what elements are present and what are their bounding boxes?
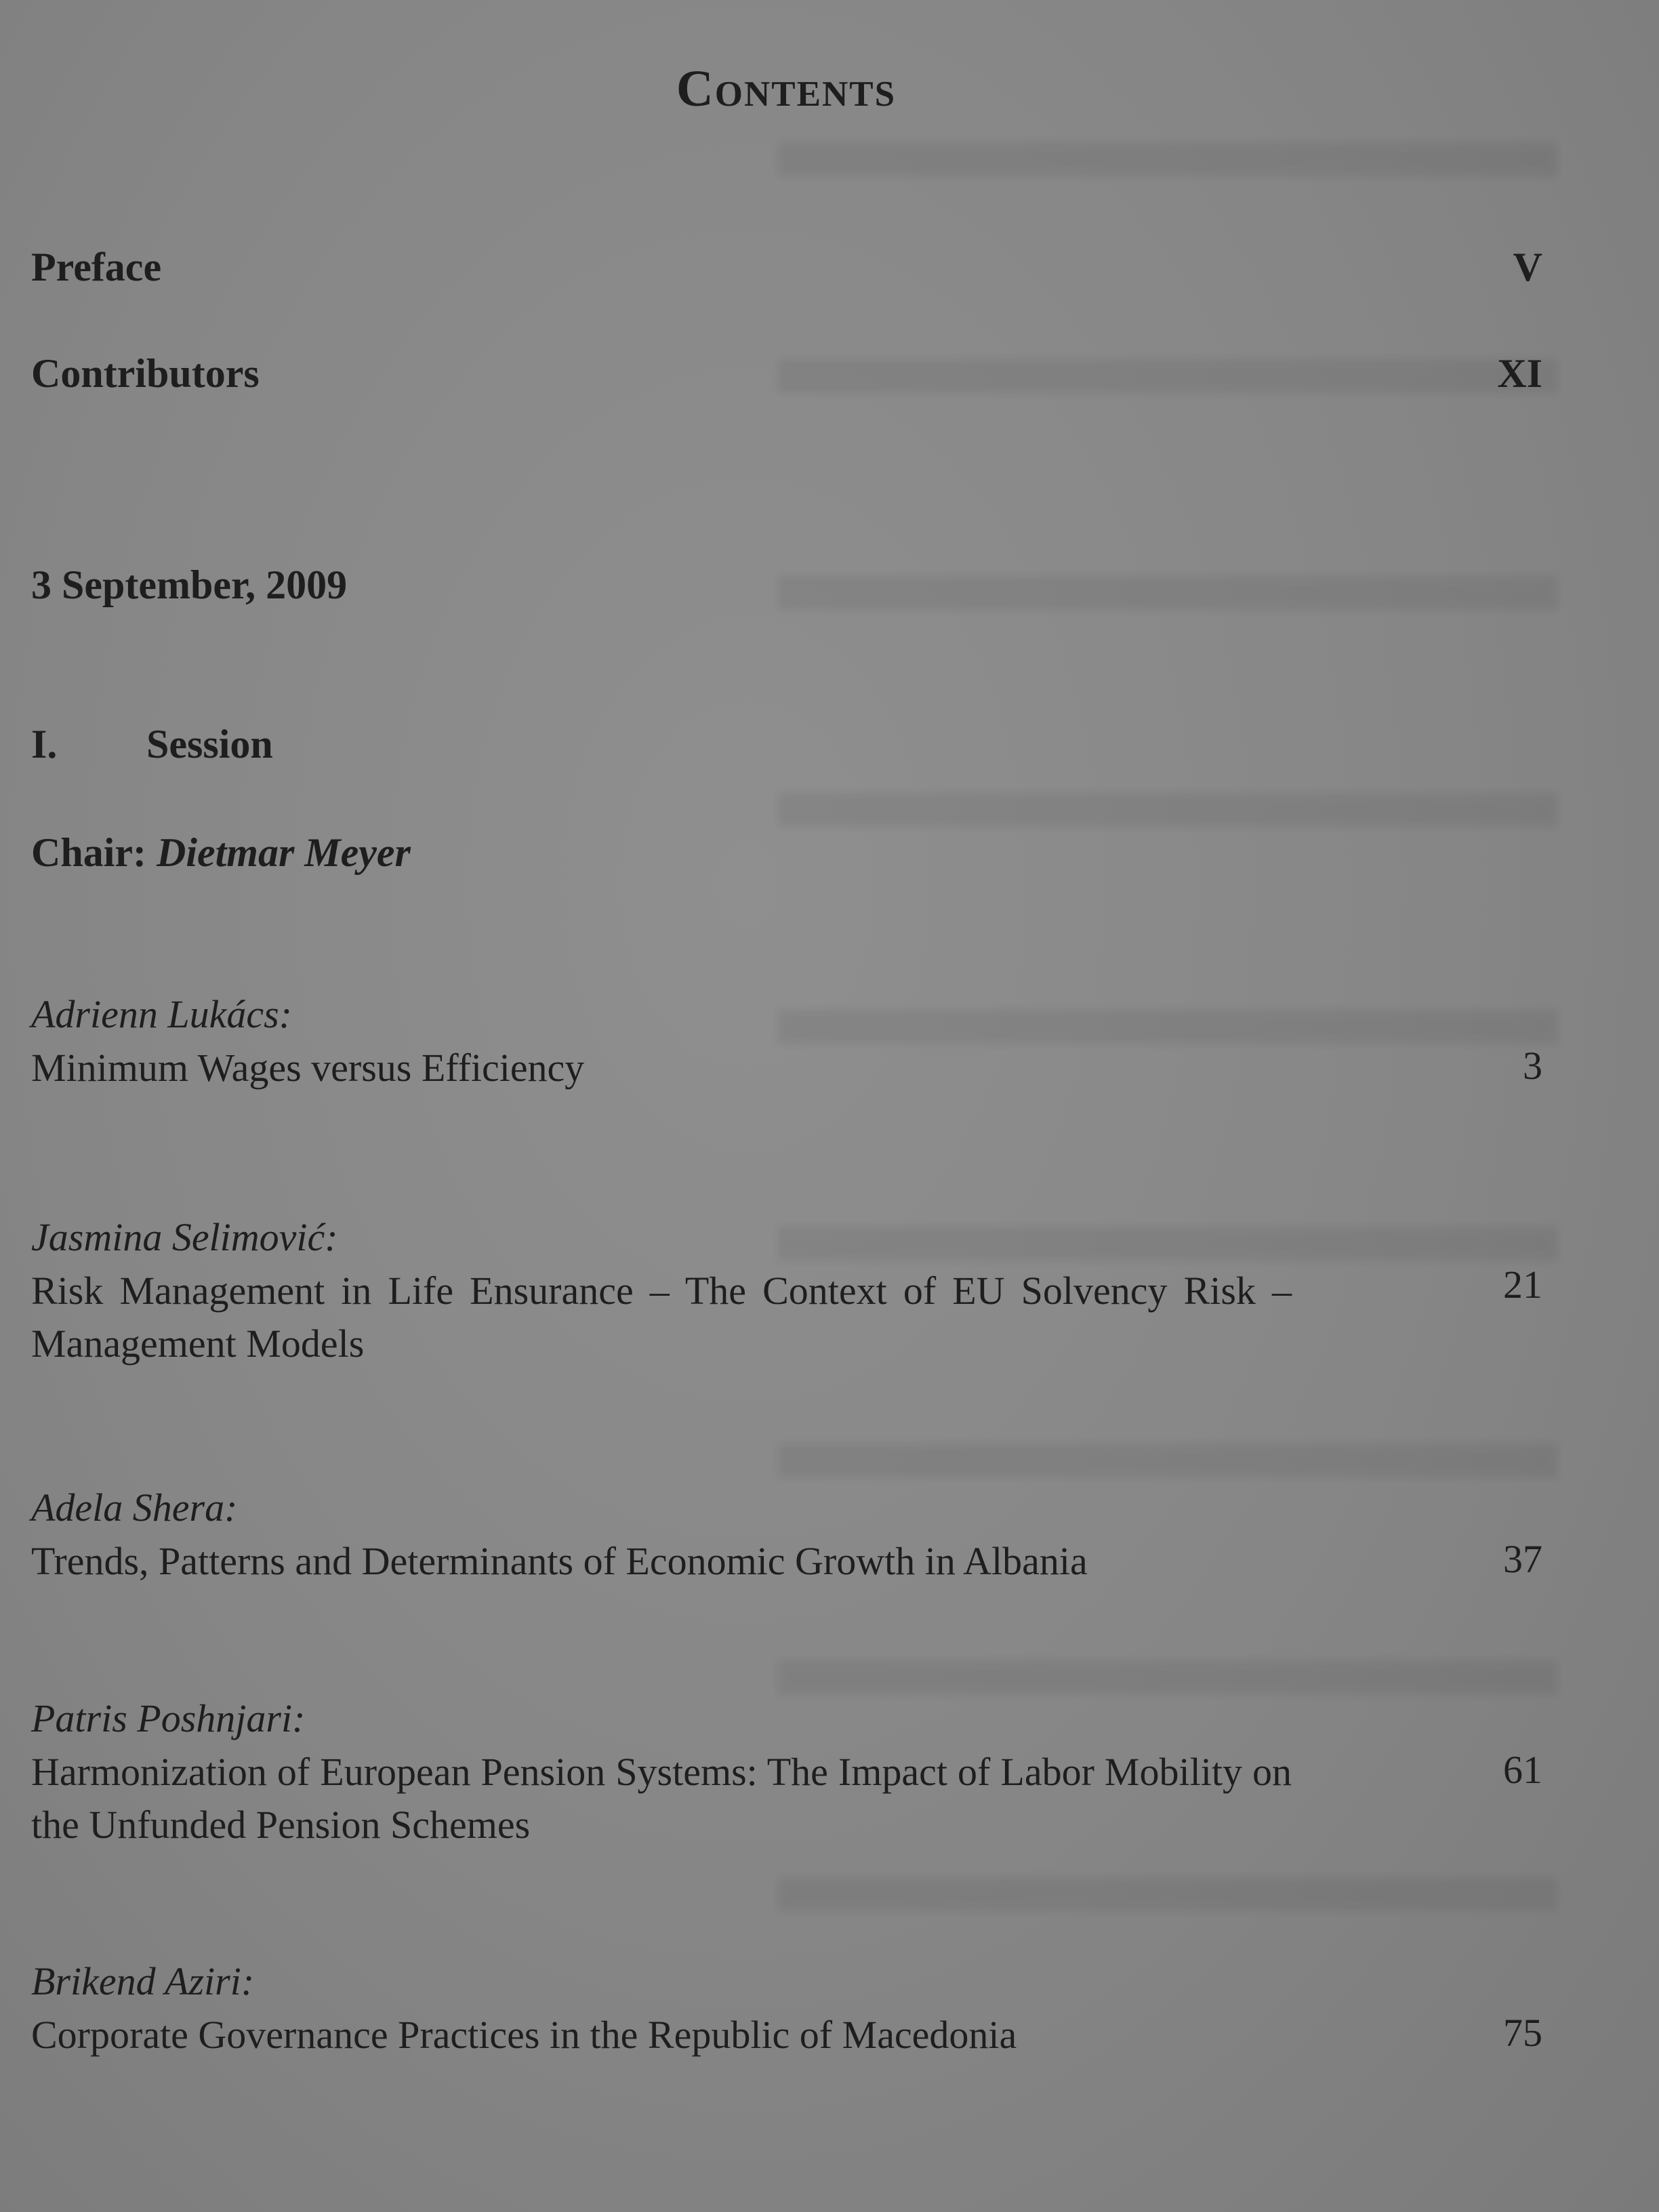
entry-page-number: 61: [1503, 1748, 1542, 1792]
toc-page-contributors: XI: [1497, 351, 1542, 396]
toc-entry: [31, 1692, 1542, 1851]
entry-page-number: 37: [1503, 1537, 1542, 1581]
entry-page-number: 3: [1523, 1044, 1542, 1088]
session-label: Session: [146, 722, 273, 766]
toc-entry: [31, 1210, 1542, 1370]
contents-heading: Contents: [676, 60, 897, 117]
entry-author: Adela Shera:: [31, 1486, 238, 1530]
toc-entry: [31, 1954, 1542, 2062]
entry-title: Minimum Wages versus Efficiency: [31, 1046, 585, 1090]
entry-author: Jasmina Selimović:: [31, 1215, 338, 1259]
toc-label-contributors: Contributors: [31, 351, 260, 396]
toc-row-preface: [31, 244, 1542, 291]
entry-title: Harmonization of European Pension Systems: The Impact of Labor Mobility on the Unfunded Pension Schemes: [31, 1750, 1292, 1847]
entry-author: Brikend Aziri:: [31, 1959, 255, 2003]
session-number: I.: [31, 722, 58, 766]
entry-page-number: 21: [1503, 1263, 1542, 1307]
toc-entry: [31, 987, 1542, 1094]
toc-row-contributors: [31, 350, 1542, 397]
chair-name: Dietmar Meyer: [156, 830, 411, 875]
entry-title: Trends, Patterns and Determinants of Economic Growth in Albania: [31, 1539, 1088, 1583]
entry-author: Patris Poshnjari:: [31, 1696, 306, 1740]
session-date: 3 September, 2009: [31, 562, 348, 607]
entry-title: Corporate Governance Practices in the Republic of Macedonia: [31, 2013, 1017, 2057]
toc-entry: [31, 1481, 1542, 1588]
entry-page-number: 75: [1503, 2011, 1542, 2055]
session-heading: [31, 721, 1542, 768]
toc-page-preface: V: [1513, 245, 1542, 289]
chair-label: Chair:: [31, 830, 146, 875]
toc-label-preface: Preface: [31, 245, 162, 289]
session-chair: [31, 830, 1542, 876]
entry-title: Risk Management in Life Ensurance – The Context of EU Solvency Risk – Management Models: [31, 1269, 1292, 1366]
entry-author: Adrienn Lukács:: [31, 992, 292, 1036]
